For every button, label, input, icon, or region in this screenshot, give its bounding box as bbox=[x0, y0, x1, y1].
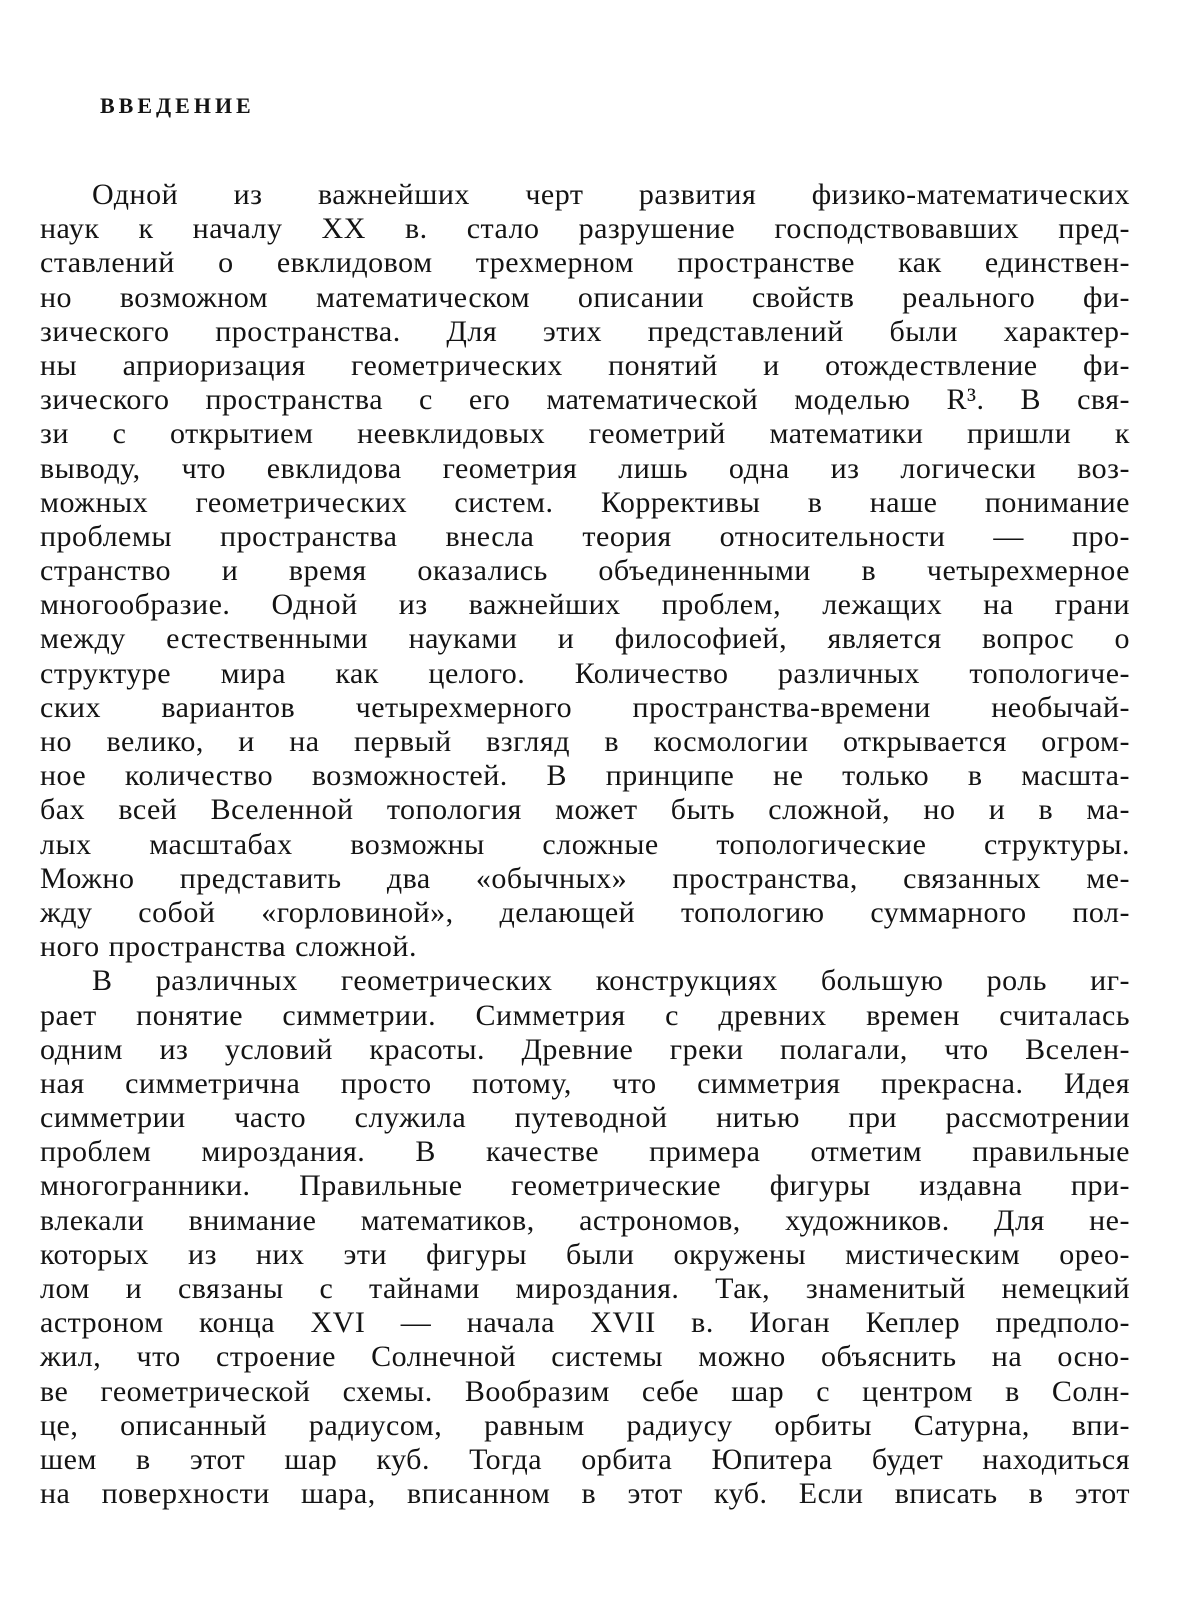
text-line: зи с открытием неевклидовых геометрий математики пришли к bbox=[40, 417, 1130, 451]
text-line: которых из них эти фигуры были окружены мистическим ореo- bbox=[40, 1237, 1130, 1271]
text-line: ских вариантов четырехмерного пространства-времени необычай- bbox=[40, 690, 1130, 724]
text-line: це, описанный радиусом, равным радиусу орбиты Сатурна, впи- bbox=[40, 1408, 1130, 1442]
text-line: на поверхности шара, вписанном в этот куб. Если вписать в этот bbox=[40, 1477, 1130, 1511]
text-line: симметрии часто служила путеводной нитью при рассмотрении bbox=[40, 1101, 1130, 1135]
text-line: ная симметрична просто потому, что симметрия прекрасна. Идея bbox=[40, 1066, 1130, 1100]
text-line: одним из условий красоты. Древние греки полагали, что Вселен- bbox=[40, 1032, 1130, 1066]
text-line: влекали внимание математиков, астрономов, художников. Для не- bbox=[40, 1203, 1130, 1237]
body-text bbox=[40, 178, 1130, 1511]
text-line: ное количество возможностей. В принципе не только в масшта- bbox=[40, 759, 1130, 793]
text-line: наук к началу XX в. стало разрушение господствовавших пред- bbox=[40, 212, 1130, 246]
text-line: проблемы пространства внесла теория относительности — про- bbox=[40, 519, 1130, 553]
text-line: астроном конца XVI — начала XVII в. Иоган Кеплер предполо- bbox=[40, 1306, 1130, 1340]
text-line: многообразие. Одной из важнейших проблем, лежащих на грани bbox=[40, 588, 1130, 622]
text-line: ве геометрической схемы. Вообразим себе шар с центром в Солн- bbox=[40, 1374, 1130, 1408]
text-line: шем в этот шар куб. Тогда орбита Юпитера будет находиться bbox=[40, 1442, 1130, 1476]
text-line: жду собой «горловиной», делающей топологию суммарного пол- bbox=[40, 895, 1130, 929]
text-line: но возможном математическом описании свойств реального фи- bbox=[40, 280, 1130, 314]
text-line: можных геометрических систем. Коррективы в наше понимание bbox=[40, 485, 1130, 519]
text-line: странство и время оказались объединенными в четырехмерное bbox=[40, 554, 1130, 588]
text-line: структуре мира как целого. Количество различных топологиче- bbox=[40, 656, 1130, 690]
text-line: Одной из важнейших черт развития физико-математических bbox=[92, 178, 1130, 211]
text-line: ного пространства сложной. bbox=[40, 930, 417, 964]
text-line: ны априоризация геометрических понятий и отождествление фи- bbox=[40, 348, 1130, 382]
text-line: проблем мироздания. В качестве примера отметим правильные bbox=[40, 1135, 1130, 1169]
text-line: рает понятие симметрии. Симметрия с древних времен считалась bbox=[40, 998, 1130, 1032]
text-line: между естественными науками и философией, является вопрос о bbox=[40, 622, 1130, 656]
text-line: лых масштабах возможны сложные топологические структуры. bbox=[40, 827, 1130, 861]
text-line: лом и связаны с тайнами мироздания. Так, знаменитый немецкий bbox=[40, 1272, 1130, 1305]
text-line: многогранники. Правильные геометрические фигуры издавна при- bbox=[40, 1169, 1130, 1203]
chapter-heading: ВВЕДЕНИЕ bbox=[100, 93, 255, 118]
text-line: бах всей Вселенной топология может быть сложной, но и в ма- bbox=[40, 793, 1130, 827]
text-line: В различных геометрических конструкциях большую роль иг- bbox=[92, 964, 1130, 998]
paragraph-1 bbox=[40, 178, 1130, 964]
text-line: выводу, что евклидова геометрия лишь одна из логически воз- bbox=[40, 451, 1130, 485]
paragraph-2 bbox=[40, 964, 1130, 1511]
text-line: но велико, и на первый взгляд в космологии открывается огром- bbox=[40, 725, 1130, 758]
text-line: зического пространства. Для этих представлений были характер- bbox=[40, 314, 1130, 348]
text-line: ставлений о евклидовом трехмерном пространстве как единствен- bbox=[40, 246, 1130, 280]
text-line: жил, что строение Солнечной системы можно объяснить на осно- bbox=[40, 1340, 1130, 1374]
text-line: зического пространства с его математической моделью R³. В свя- bbox=[40, 383, 1130, 417]
text-line: Можно представить два «обычных» пространства, связанных ме- bbox=[40, 861, 1130, 895]
